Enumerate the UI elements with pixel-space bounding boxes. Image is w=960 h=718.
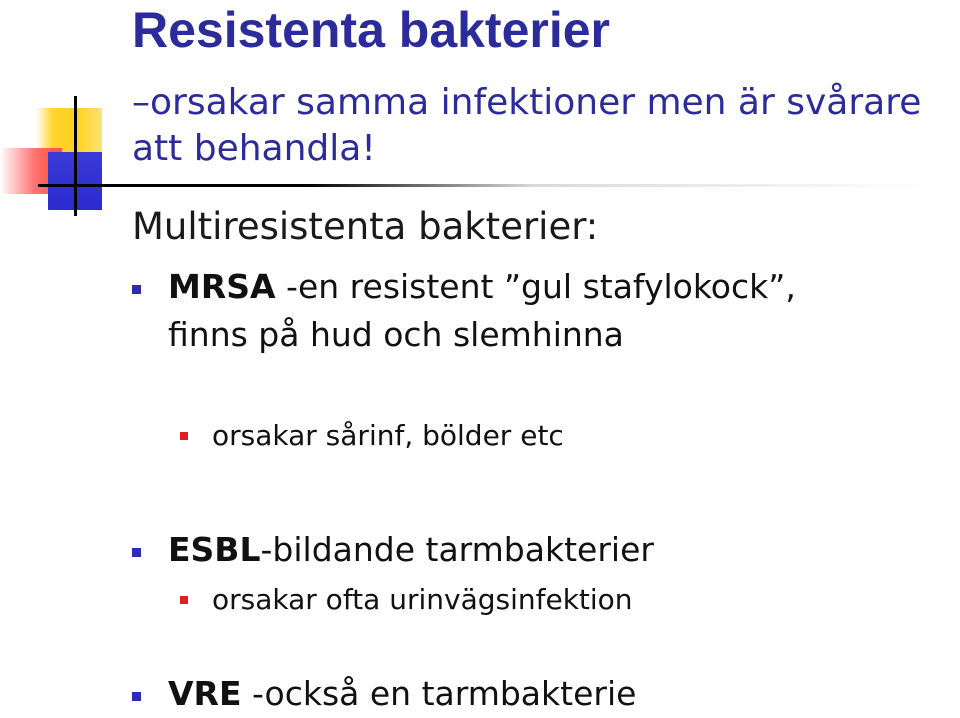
- item-term: MRSA: [168, 267, 276, 306]
- slide-title: Resistenta bakterier: [132, 2, 611, 58]
- list-item-text: [168, 670, 808, 718]
- item-description: -bildande tarmbakterier: [260, 530, 654, 569]
- decorative-horizontal-line: [38, 184, 938, 187]
- square-bullet-icon: [132, 548, 141, 557]
- section-heading: Multiresistenta bakterier:: [132, 205, 599, 248]
- decorative-vertical-line: [74, 96, 77, 216]
- sub-item-text: orsakar ofta urinvägsinfektion: [212, 583, 633, 616]
- small-square-bullet-icon: [180, 596, 188, 604]
- small-square-bullet-icon: [180, 432, 188, 440]
- sub-item-text: orsakar sårinf, bölder etc: [212, 419, 564, 452]
- square-bullet-icon: [132, 285, 141, 294]
- item-description: -också en tarmbakterie: [241, 674, 637, 713]
- square-bullet-icon: [132, 692, 141, 701]
- slide-subtitle: –orsakar samma infektioner men är svårare att behandla!: [132, 82, 922, 169]
- list-item-text: [168, 263, 808, 359]
- list-item-text: [168, 526, 808, 574]
- item-description: -en resistent ”gul stafylokock”, finns på hud och slemhinna: [168, 267, 796, 354]
- item-term: ESBL: [168, 530, 261, 569]
- item-term: VRE: [168, 674, 242, 713]
